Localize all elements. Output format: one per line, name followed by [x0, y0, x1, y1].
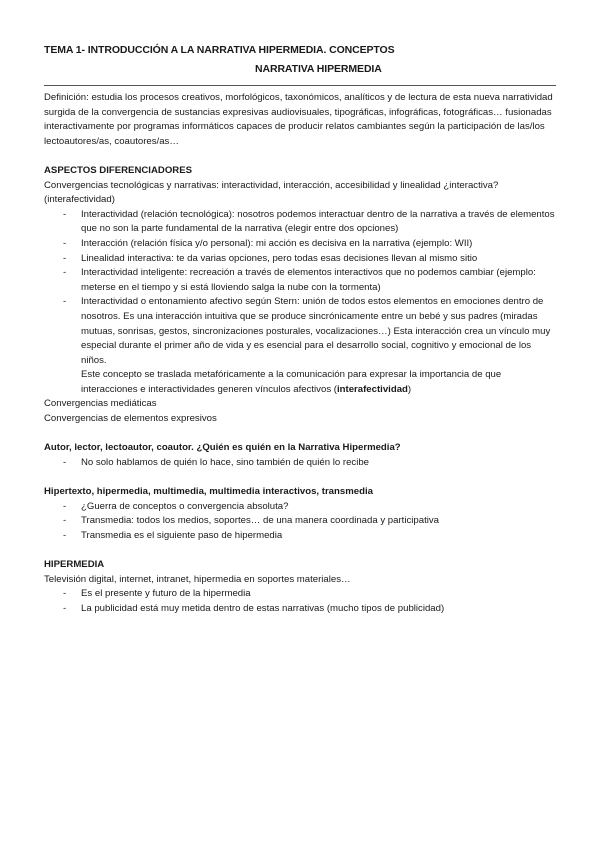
- definition-paragraph: Definición: estudia los procesos creativos, morfológicos, taxonómicos, analíticos y de lectura de esta nueva narratividad surgida de la convergencia de sustancias expresivas audiovisuales, tipográficas, infográficas, fotográficas… fusionadas interactivamente por programas informáticos capaces de producir relatos cambiantes según la participación de las/los lectoautores/as, coautores/as…: [44, 92, 553, 147]
- page-subtitle: NARRATIVA HIPERMEDIA: [255, 63, 382, 75]
- convergencias-elementos: Convergencias de elementos expresivos: [44, 413, 217, 425]
- list-item: - Interactividad o entonamiento afectivo según Stern: unión de todos estos elementos en emociones dentro de nosotros. Es una interacción intuitiva que se produce sincrónicamente entre un bebé y sus padres (miradas mutuas, sonrisas, gestos, sincronizaciones posturales, vocalizaciones…) Esta interacción crea un vínculo muy especial durante el primer año de vida y es esencial para el desarrollo social, cognitivo y emocional de los niños.: [63, 296, 551, 366]
- list-item: - La publicidad está muy metida dentro de estas narrativas (mucho tipos de publicidad): [63, 602, 445, 614]
- autor-list: [44, 456, 556, 471]
- list-item: - Transmedia: todos los medios, soportes… de una manera coordinada y participativa: [63, 515, 439, 527]
- list-item: - Interactividad inteligente: recreación a través de elementos interactivos que no podemos cambiar (ejemplo: meterse en el tiempo y si está lloviendo salga la nube con la tormenta): [63, 267, 536, 293]
- convergencias-mediaticas: Convergencias mediáticas: [44, 398, 157, 410]
- list-item: - Interacción (relación física y/o personal): mi acción es decisiva en la narrativa (ejemplo: WII): [63, 237, 473, 249]
- aspectos-intro: Convergencias tecnológicas y narrativas: interactividad, interacción, accesibilidad y linealidad ¿interactiva? (interafectividad): [44, 179, 499, 206]
- page-title: TEMA 1- INTRODUCCIÓN A LA NARRATIVA HIPERMEDIA. CONCEPTOS: [44, 44, 395, 56]
- section-heading-hipermedia: HIPERMEDIA: [44, 559, 105, 570]
- list-item: - Interactividad (relación tecnológica): nosotros podemos interactuar dentro de la narrativa a través de elementos que no son la parte fundamental de la narrativa (elegir entre dos opciones): [63, 208, 555, 235]
- hipermedia-list: [44, 587, 556, 616]
- list-item: - Transmedia es el siguiente paso de hipermedia: [63, 529, 283, 541]
- list-item: - No solo hablamos de quién lo hace, sino también de quién lo recibe: [63, 456, 369, 468]
- section-heading-autor: Autor, lector, lectoautor, coautor. ¿Quién es quién en la Narrativa Hipermedia?: [44, 442, 401, 454]
- document-body: [44, 91, 556, 616]
- list-item: - Linealidad interactiva: te da varias opciones, pero todas esas decisiones llevan al mismo sitio: [63, 252, 478, 264]
- hipermedia-intro: Televisión digital, internet, intranet, hipermedia en soportes materiales…: [44, 573, 351, 585]
- title-divider: [44, 85, 556, 86]
- list-item: - ¿Guerra de conceptos o convergencia absoluta?: [63, 500, 289, 512]
- aspectos-extra-paragraph: Este concepto se traslada metafóricamente a la comunicación para expresar la importancia de que interacciones e interactividades generen vínculos afectivos (interafectividad): [81, 369, 502, 395]
- list-item: - Es el presente y futuro de la hipermedia: [63, 588, 251, 600]
- hipertexto-list: [44, 500, 556, 544]
- section-heading-hipertexto: Hipertexto, hipermedia, multimedia, multimedia interactivos, transmedia: [44, 486, 373, 498]
- section-heading-aspectos: ASPECTOS DIFERENCIADORES: [44, 164, 193, 176]
- aspectos-list: [44, 208, 556, 369]
